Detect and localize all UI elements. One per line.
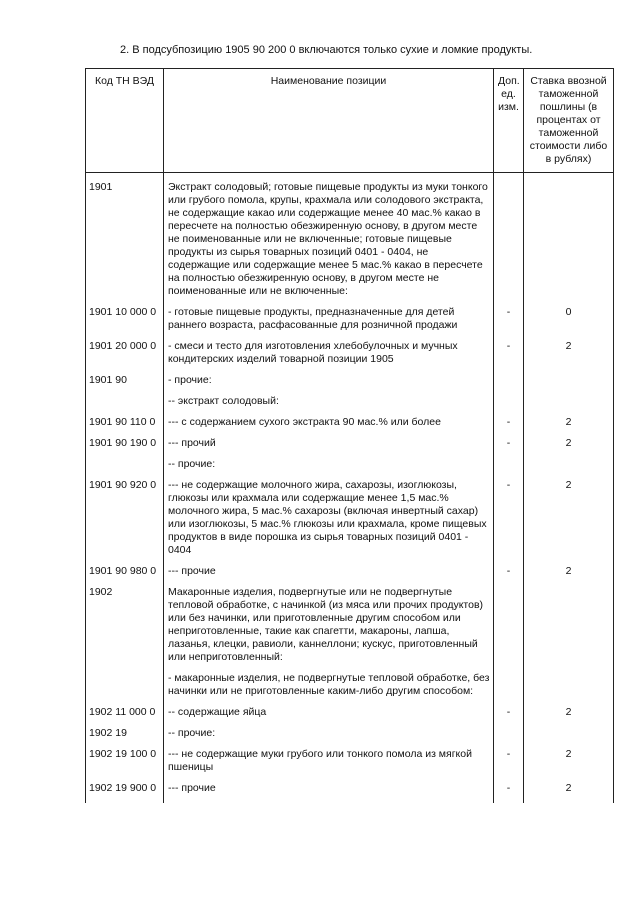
spacer-row (86, 774, 614, 782)
cell-name: - прочие: (164, 374, 494, 387)
table-row (86, 672, 614, 698)
table-row (86, 748, 614, 774)
cell-unit: - (494, 479, 524, 557)
table-row (86, 340, 614, 366)
cell-unit: - (494, 706, 524, 719)
cell-code: 1901 90 920 0 (86, 479, 164, 557)
cell-name: -- экстракт солодовый: (164, 395, 494, 408)
cell-code (86, 395, 164, 408)
cell-unit (494, 727, 524, 740)
spacer-row (86, 471, 614, 479)
cell-unit: - (494, 565, 524, 578)
table-row (86, 586, 614, 664)
table-row (86, 395, 614, 408)
cell-name: - макаронные изделия, не подвергнутые тепловой обработке, без начинки или не приготовленные каким-либо другим способом: (164, 672, 494, 698)
cell-rate: 2 (524, 782, 614, 795)
cell-code: 1902 11 000 0 (86, 706, 164, 719)
spacer-row (86, 366, 614, 374)
cell-rate (524, 395, 614, 408)
cell-rate: 2 (524, 479, 614, 557)
cell-unit: - (494, 437, 524, 450)
spacer-row (86, 557, 614, 565)
table-row (86, 458, 614, 471)
spacer-row (86, 795, 614, 803)
cell-code: 1901 10 000 0 (86, 306, 164, 332)
table-row (86, 437, 614, 450)
cell-unit: - (494, 748, 524, 774)
cell-name: --- с содержанием сухого экстракта 90 мас.% или более (164, 416, 494, 429)
cell-code: 1901 90 190 0 (86, 437, 164, 450)
table-row (86, 565, 614, 578)
spacer-row (86, 429, 614, 437)
cell-unit: - (494, 782, 524, 795)
cell-name: --- не содержащие молочного жира, сахарозы, изоглюкозы, глюкозы или крахмала или содержащие менее 1,5 мас.% молочного жира, 5 мас.% сахарозы (включая инвертный сахар) или изоглюкозы, 5 мас.% глюкозы или крахмала, кроме пищевых продуктов в виде порошка из сырья товарных позиций 0401 - 0404 (164, 479, 494, 557)
cell-rate: 2 (524, 748, 614, 774)
cell-code: 1902 19 (86, 727, 164, 740)
table-header-row (86, 69, 614, 173)
cell-unit (494, 395, 524, 408)
header-code: Код ТН ВЭД (86, 69, 164, 173)
spacer-row (86, 408, 614, 416)
table-row (86, 479, 614, 557)
cell-unit: - (494, 306, 524, 332)
footnote-text: 2. В подсубпозицию 1905 90 200 0 включаются только сухие и ломкие продукты. (120, 44, 533, 56)
table-row (86, 306, 614, 332)
cell-unit: - (494, 416, 524, 429)
cell-name: -- содержащие яйца (164, 706, 494, 719)
spacer-row (86, 664, 614, 672)
cell-rate (524, 374, 614, 387)
cell-name: --- прочие (164, 782, 494, 795)
table-row (86, 416, 614, 429)
cell-name: --- прочие (164, 565, 494, 578)
spacer-row (86, 719, 614, 727)
table-row (86, 727, 614, 740)
cell-code: 1902 19 100 0 (86, 748, 164, 774)
spacer-row (86, 298, 614, 306)
cell-rate (524, 727, 614, 740)
tariff-table (85, 68, 614, 803)
cell-code: 1901 90 (86, 374, 164, 387)
cell-name: -- прочие: (164, 727, 494, 740)
cell-name: - смеси и тесто для изготовления хлебобулочных и мучных кондитерских изделий товарной позиции 1905 (164, 340, 494, 366)
table-row (86, 706, 614, 719)
header-unit: Доп. ед. изм. (494, 69, 524, 173)
cell-rate: 2 (524, 437, 614, 450)
cell-rate: 2 (524, 340, 614, 366)
spacer-row (86, 740, 614, 748)
cell-name: --- не содержащие муки грубого или тонкого помола из мягкой пшеницы (164, 748, 494, 774)
cell-rate (524, 458, 614, 471)
cell-code: 1901 20 000 0 (86, 340, 164, 366)
spacer-row (86, 173, 614, 182)
spacer-row (86, 332, 614, 340)
cell-name: -- прочие: (164, 458, 494, 471)
cell-unit (494, 458, 524, 471)
cell-rate (524, 672, 614, 698)
spacer-row (86, 698, 614, 706)
cell-name: Экстракт солодовый; готовые пищевые продукты из муки тонкого или грубого помола, крупы, крахмала или солодового экстракта, не содержащие какао или содержащие менее 40 мас.% какао в пересчете на полностью обезжиренную основу, в другом месте не поименованные или не включенные; готовые пищевые продукты из сырья товарных позиций 0401 - 0404, не содержащие или содержащие менее 5 мас.% какао в пересчете на полностью обезжиренную основу, в другом месте не поименованные или не включенные: (164, 181, 494, 298)
cell-name: Макаронные изделия, подвергнутые или не подвергнутые тепловой обработке, с начинкой (из мяса или прочих продуктов) или без начинки, или приготовленные другим способом или неприготовленные, такие как спагетти, макароны, лапша, лазанья, клецки, равиоли, каннеллони; кускус, приготовленный или неприготовленный: (164, 586, 494, 664)
cell-rate: 2 (524, 706, 614, 719)
spacer-row (86, 578, 614, 586)
cell-unit (494, 586, 524, 664)
table-row (86, 782, 614, 795)
cell-unit: - (494, 340, 524, 366)
cell-code (86, 672, 164, 698)
cell-code: 1901 90 110 0 (86, 416, 164, 429)
header-name: Наименование позиции (164, 69, 494, 173)
cell-unit (494, 374, 524, 387)
header-rate: Ставка ввозной таможенной пошлины (в процентах от таможенной стоимости либо в рублях) (524, 69, 614, 173)
table-row (86, 374, 614, 387)
cell-rate: 2 (524, 565, 614, 578)
table-row (86, 181, 614, 298)
cell-rate (524, 586, 614, 664)
cell-code: 1902 (86, 586, 164, 664)
cell-rate: 2 (524, 416, 614, 429)
spacer-row (86, 450, 614, 458)
cell-code (86, 458, 164, 471)
cell-unit (494, 672, 524, 698)
cell-code: 1901 90 980 0 (86, 565, 164, 578)
spacer-row (86, 387, 614, 395)
cell-name: --- прочий (164, 437, 494, 450)
cell-code: 1902 19 900 0 (86, 782, 164, 795)
cell-name: - готовые пищевые продукты, предназначенные для детей раннего возраста, расфасованные для розничной продажи (164, 306, 494, 332)
cell-rate (524, 181, 614, 298)
cell-code: 1901 (86, 181, 164, 298)
cell-unit (494, 181, 524, 298)
cell-rate: 0 (524, 306, 614, 332)
